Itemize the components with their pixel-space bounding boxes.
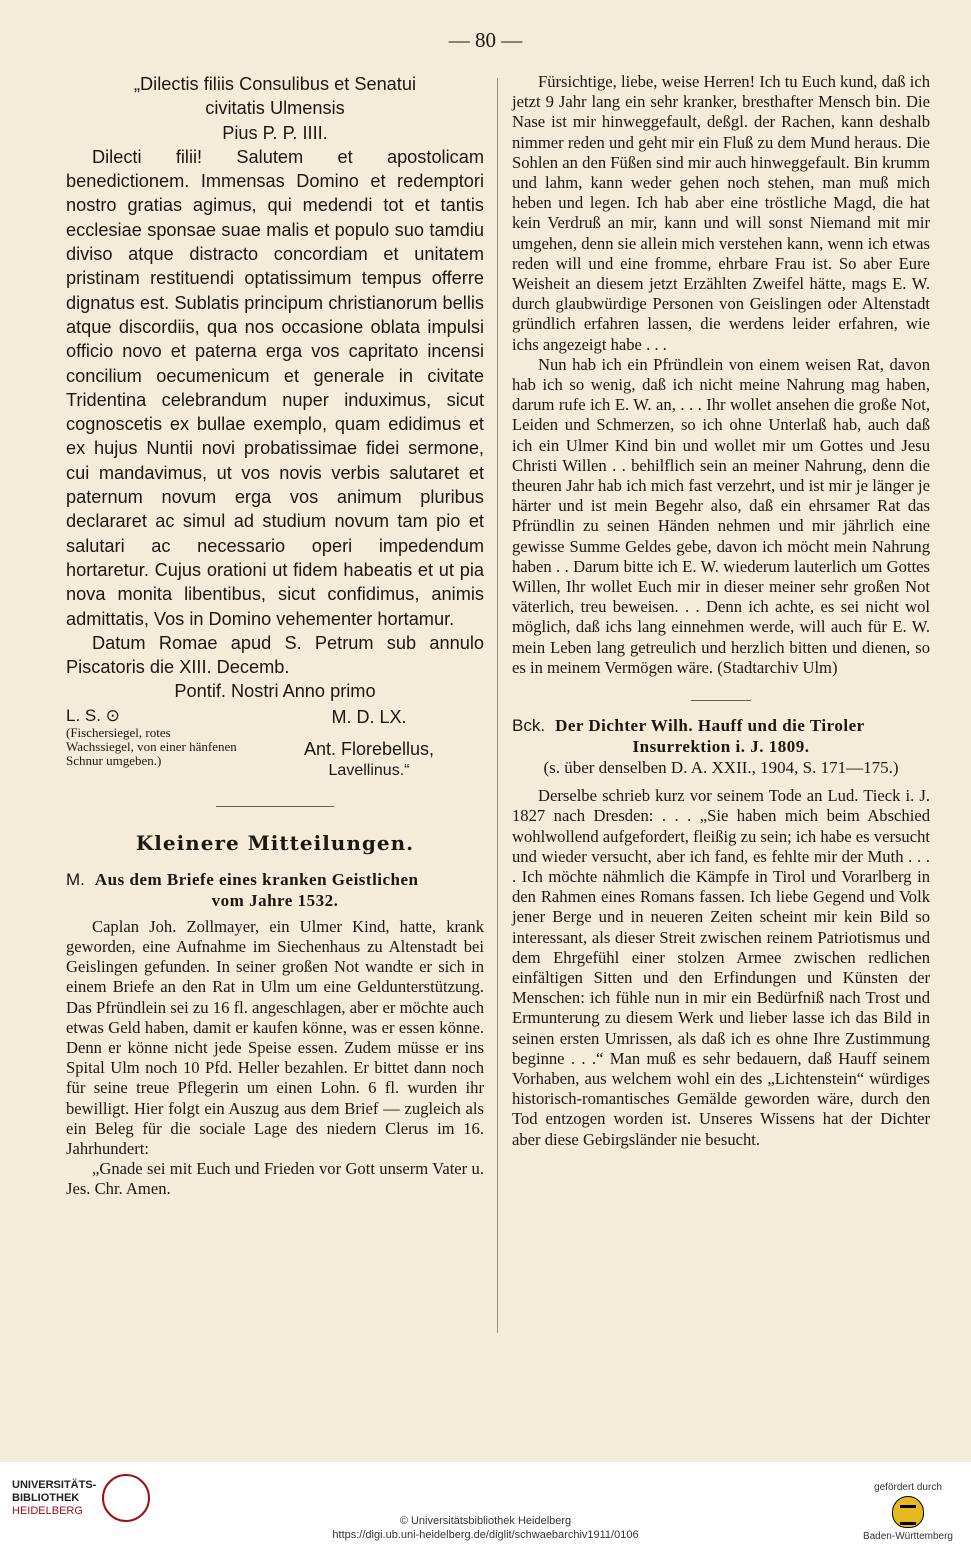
- excerpt-para-1: Fürsichtige, liebe, weise Herren! Ich tu Euch kund, daß ich jetzt 9 Jahr lang ein sehr kranker, bresthafter Mensch bin. Die Nase ist mir hinweggefault, deßgl. der Rachen, kann deshalb nimmer reden und geht mir ein Fluß zu dem Mund heraus. Die Sohlen an den Füßen sind mir auch hinweggefault. Bin krumm und lahm, kann weder gehen noch stehen, man muß mich heben und legen. Ich hab aber eine tröstliche Magd, die hat kein Verdruß an mir, kann und will sonst Niemand mit mir umgehen, denn sie allein mich verstehen kann, wenn ich etwas reden will und eine fromme, ehrbare Frau ist. So aber Eure Weisheit an diesem jetzt Erzählten Zweifel hätte, mags E. W. durch glaubwürdige Personen von Geislingen oder Altenstadt gründlich erfahren lassen, die werdens leider erfahren, wie ichs angezeigt habe . . .: [512, 72, 930, 354]
- letter-city: civitatis Ulmensis: [205, 98, 345, 119]
- library-footer: [0, 1462, 971, 1551]
- article2-body: Derselbe schrieb kurz vor seinem Tode an Lud. Tieck i. J. 1827 nach Dresden: . . . „Sie haben mich beim Abschied wohlwollend aufgefordert, fleißig zu sein; ich habe es versucht und wieder versucht, aber ich fand, es fehlte mir der Muth . . . . Ich möchte nähmlich die Kämpfe in Tirol und Vorarlberg in den Rahmen eines Romans fassen. Ich liebe Gegend und Volk jener Berge und in neueren Zeiten scheint mir kein Bild so interessant, als dieser Streit zwischen reinem Patriotismus und dem Ehrgefühl einer stolzen Armee zwischen redlichen einfältigen Sitten und den Erfindungen und Künsten der Menschen: ich fühle nun in mir ein Bedürfniß nach Trost und Ermunterung zu diesem Werk und lieber lasse ich das Bild in seinen ersten Umrissen, als daß ich es ohne Ihre Zustimmung beginne . . .“ Man muß es sehr bedauern, daß Hauff seinem Vorhaben, aus welchem wohl ein des „Lichtenstein“ würdiges historisch-romantisches Gemälde geworden wäre, durch den Tod entzogen worden ist. Unseres Wissens hat der Dichter aber diese Gebirgsländer nie besucht.: [512, 786, 930, 1149]
- signer-name-2: Lavellinus.“: [328, 761, 410, 779]
- article2-signature: Bck.: [512, 716, 546, 736]
- copyright: © Universitätsbibliothek Heidelberg: [399, 1515, 572, 1527]
- column-divider: [497, 78, 498, 1333]
- letter-datum: Datum Romae apud S. Petrum sub annulo Piscatoris die XIII. Decemb.: [66, 632, 484, 678]
- signer-name: Ant. Florebellus,: [303, 738, 435, 759]
- uni-line-1: UNIVERSITÄTS-: [12, 1478, 97, 1491]
- letter-address: „Dilectis filiis Consulibus et Senatui: [133, 74, 417, 94]
- seal-label: L. S. ⊙: [66, 705, 120, 725]
- article-signature: M.: [66, 869, 85, 889]
- quote-start: „Gnade sei mit Euch und Frieden vor Gott unserm Vater u. Jes. Chr. Amen.: [66, 1159, 484, 1199]
- article2-title: Der Dichter Wilh. Hauff und die Tiroler: [555, 716, 865, 736]
- article2-heading: [512, 715, 930, 778]
- signature-block: [254, 706, 484, 782]
- article-title-2: vom Jahre 1532.: [211, 890, 339, 910]
- excerpt-para-2: Nun hab ich ein Pfründlein von einem weisen Rat, davon hab ich so wenig, daß ich nicht meine Nahrung mag haben, darum rufe ich E. W. an, . . . Ihr wollet ansehen die große Not, Leiden und Schmerzen, so ich ohne Unterlaß hab, auch daß ich ein Ulmer Kind bin und wollet mir um Gottes und Jesu Christi Willen . . behilflich sein an meiner Nahrung, denn die theuren Jahr hab ich mich fast verzehrt, und ist mir je länger je härter und ist mein Begehr also, daß ein ehrsamer Rat das Pfründlin zu seinen Händen nehmen und mir jährlich eine gewisse Summe Geldes gebe, davon ich möcht mein Nahrung haben . . Darum bitte ich E. W. wiederum lauterlich um Gottes Willen, Ihr wollet Euch mir in dieser meiner sehr großen Not väterlich, treu beweisen. . . Denn ich achte, es sei nicht wol möglich, daß ichs lang einnehmen werde, will auch für E. W. mein Leben lang getreulich und herzlich bitten und dienen, so es in meinem Vermögen wäre. (Stadtarchiv Ulm): [512, 354, 930, 677]
- article-rule: [691, 700, 751, 701]
- uni-line-2: BIBLIOTHEK: [12, 1491, 80, 1504]
- letter-pope: Pius P. P. IIII.: [222, 122, 328, 143]
- letter-pontif: Pontif. Nostri Anno primo: [174, 681, 376, 702]
- article-title: Aus dem Briefe eines kranken Geistlichen: [94, 869, 419, 889]
- article2-reference: (s. über denselben D. A. XXII., 1904, S. 171—175.): [543, 758, 899, 778]
- bw-label: Baden-Württemberg: [862, 1531, 953, 1542]
- article-heading: [66, 869, 484, 911]
- funding-logo[interactable]: [863, 1482, 953, 1542]
- letter-excerpt: [512, 72, 930, 678]
- seal-note: [66, 706, 241, 782]
- funded-label: gefördert durch: [874, 1482, 942, 1493]
- papal-letter: [66, 72, 484, 704]
- article-text: [66, 917, 484, 1200]
- left-column: [66, 72, 484, 1200]
- section-heading: Kleinere Mitteilungen.: [135, 830, 415, 855]
- article2-title-2: Insurrektion i. J. 1809.: [632, 737, 810, 757]
- uni-line-3: HEIDELBERG: [12, 1504, 83, 1517]
- page-number: — 80 —: [448, 28, 523, 52]
- article-body: Caplan Joh. Zollmayer, ein Ulmer Kind, hatte, krank geworden, eine Aufnahme im Siechenhaus zu Altenstadt bei Geislingen gefunden. In seiner großen Not wandte er sich in einem Briefe an den Rat in Ulm um eine Geldunterstützung. Das Pfründlein sei zu 16 fl. angeschlagen, aber er möchte auch etwas Geld haben, damit er kaufen könne, was er essen könne. Denn er könne nicht jede Speise essen. Zudem müsse er ins Spital Ulm noch 10 Pfd. Heller bezahlen. Er bittet dann noch für seine treue Pflegerin um einen Lohn. 6 fl. wurden ihr bewilligt. Hier folgt ein Auszug aus dem Brief — zugleich als ein Beleg für die sociale Lage des niedern Clerus im 16. Jahrhundert:: [66, 916, 484, 1158]
- seal-description: (Fischersiegel, rotes Wachssiegel, von einer hänfenen Schnur umgeben.): [66, 724, 237, 768]
- right-column: [512, 72, 930, 1150]
- bw-crest-icon: [892, 1496, 924, 1528]
- university-name: [12, 1479, 96, 1518]
- article2-text: [512, 786, 930, 1150]
- seal-block: [66, 706, 484, 782]
- permalink[interactable]: https://digi.ub.uni-heidelberg.de/diglit/schwaebarchiv1911/0106: [332, 1529, 639, 1541]
- letter-year: M. D. LX.: [331, 706, 407, 727]
- letter-body: Dilecti filii! Salutem et apostolicam benedictionem. Immensas Domino et redemptori nostro gratias agimus, qui medendi tot et tantis ecclesiae sponsae suae malis et populo suo tamdiu diviso atque distracto concordiam et unitatem pristinam restituendi optatissimum tempus offerre dignatus est. Sublatis principum christianorum bellis atque discordiis, qua nos occasione oblata impulsi officio novo et paterna erga vos capritato incensi concilium oecumenicum et generale in civitate Tridentina celebrandum nuper induximus, sicut cognoscetis ex bullae exemplo, quam edidimus et ex hujus Nuntii novi probatissimae fidei sermone, cui mandavimus, ut vos novis verbis salutaret et paternum novum erga vos animum pluribus declararet ac simul ad studium novum tam pio et salutari ac necessario operi impedendum hortaretur. Cujus orationi ut fidem habeatis et ut pia nova monita libentibus, sicut confidimus, animis admittatis, Vos in Domino vehementer hortamur.: [66, 146, 484, 629]
- section-rule: [216, 806, 334, 807]
